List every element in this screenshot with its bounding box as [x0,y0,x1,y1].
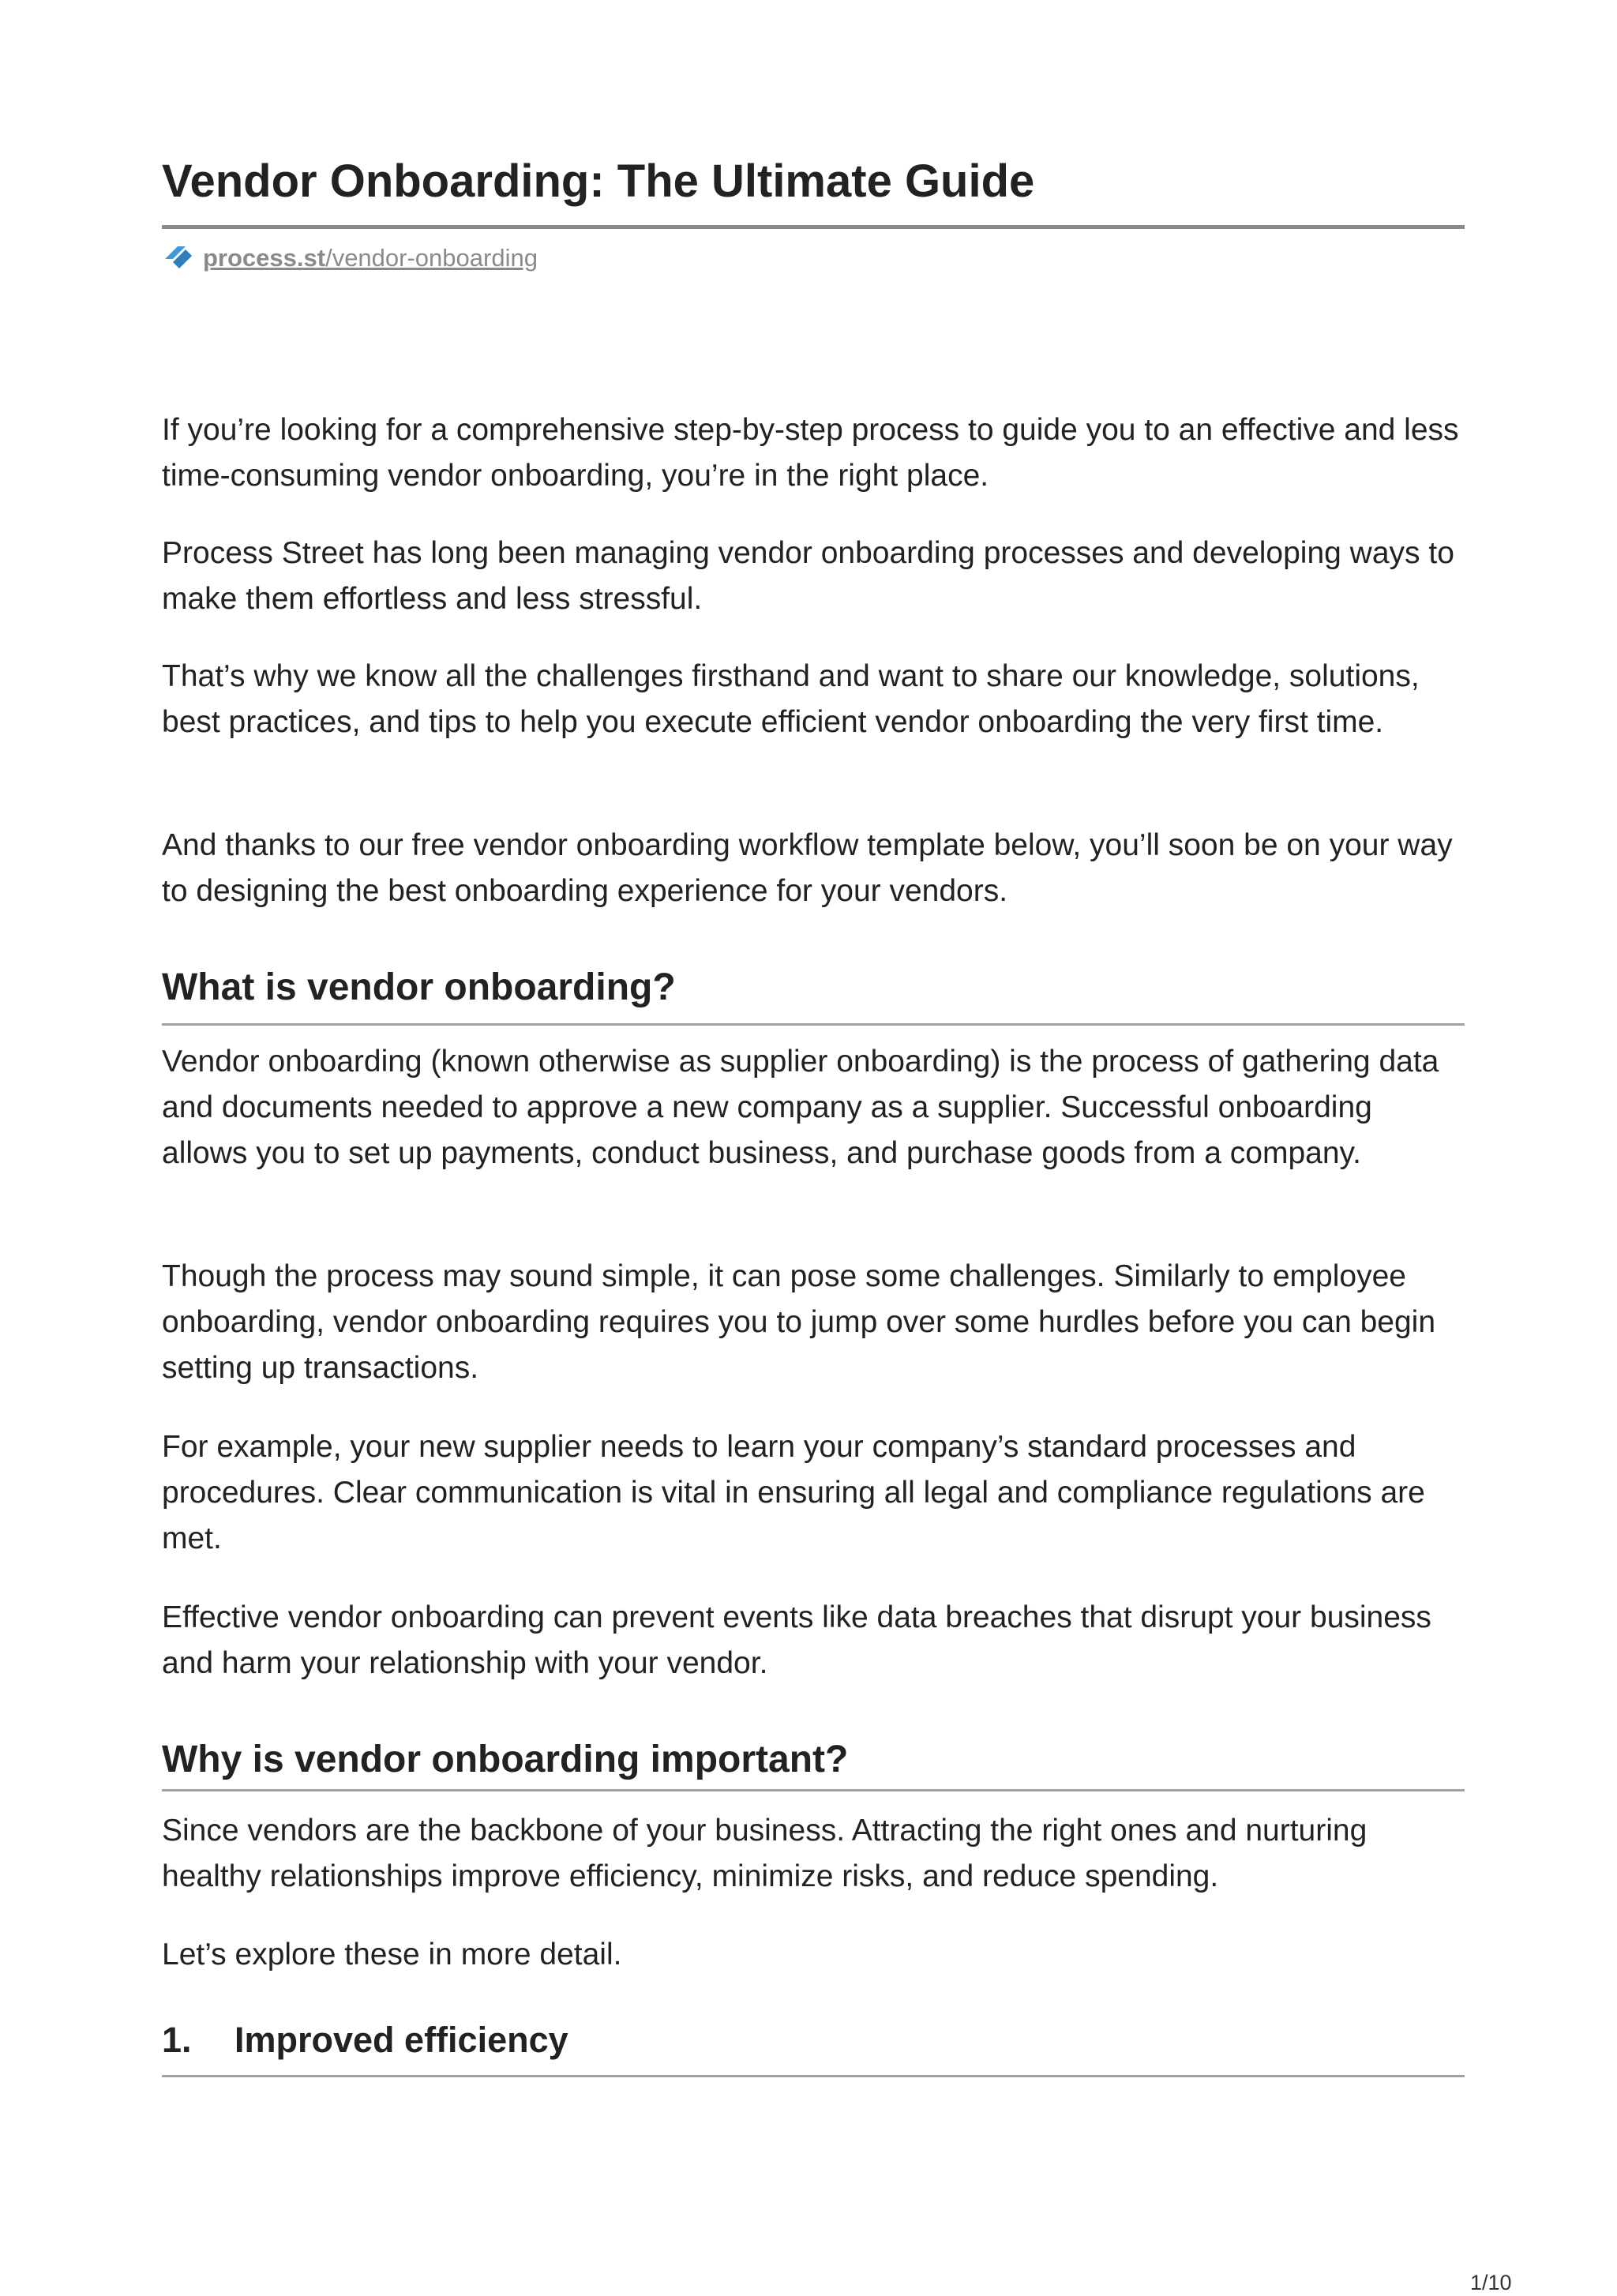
title-divider [162,225,1465,229]
subsection-title: Improved efficiency [234,2020,568,2060]
intro-paragraph-2: Process Street has long been managing vendor onboarding processes and developing ways to make them effortless and less stressful. [162,536,1454,616]
page-number: 1/10 [1470,2271,1512,2294]
why-paragraph-1: Since vendors are the backbone of your business. Attracting the right ones and nurturing healthy relationships improve efficiency, minimize risks, and reduce spending. [162,1814,1368,1893]
section-heading-why: Why is vendor onboarding important? [162,1739,849,1780]
what-paragraph-2: Though the process may sound simple, it can pose some challenges. Similarly to employee onboarding, vendor onboarding requires you to jump over some hurdles before you can begin setting up transactions. [162,1259,1436,1385]
what-paragraph-4: Effective vendor onboarding can prevent events like data breaches that disrupt your business and harm your relationship with your vendor. [162,1600,1431,1680]
intro-paragraph-3: That’s why we know all the challenges firsthand and want to share our knowledge, solutions, best practices, and tips to help you execute efficient vendor onboarding the very first time. [162,659,1420,739]
intro-paragraph-4: And thanks to our free vendor onboarding workflow template below, you’ll soon be on your way to designing the best onboarding experience for your vendors. [162,828,1453,908]
section-heading-what: What is vendor onboarding? [162,966,676,1008]
what-paragraph-1: Vendor onboarding (known otherwise as supplier onboarding) is the process of gathering data and documents needed to approve a new company as a supplier. Successful onboarding allows you to set up payments, conduct business, and purchase goods from a company. [162,1045,1439,1170]
intro-paragraph-1: If you’re looking for a comprehensive step-by-step process to guide you to an effective and less time-consuming vendor onboarding, you’re in the right place. [162,413,1459,493]
why-paragraph-2: Let’s explore these in more detail. [162,1938,622,1971]
subsection-divider-1 [162,2075,1465,2077]
source-link[interactable] [162,241,538,276]
subsection-heading-1 [162,2015,1465,2065]
what-paragraph-3: For example, your new supplier needs to learn your company’s standard processes and procedures. Clear communication is vital in ensuring all legal and compliance regulations are met. [162,1430,1425,1555]
section-divider-why [162,1789,1465,1791]
page-title: Vendor Onboarding: The Ultimate Guide [162,156,1035,207]
process-street-logo-icon [162,242,195,275]
source-domain: process.st [203,244,326,272]
source-path: /vendor-onboarding [325,244,538,272]
subsection-number: 1. [162,2020,192,2060]
section-divider-what [162,1023,1465,1026]
